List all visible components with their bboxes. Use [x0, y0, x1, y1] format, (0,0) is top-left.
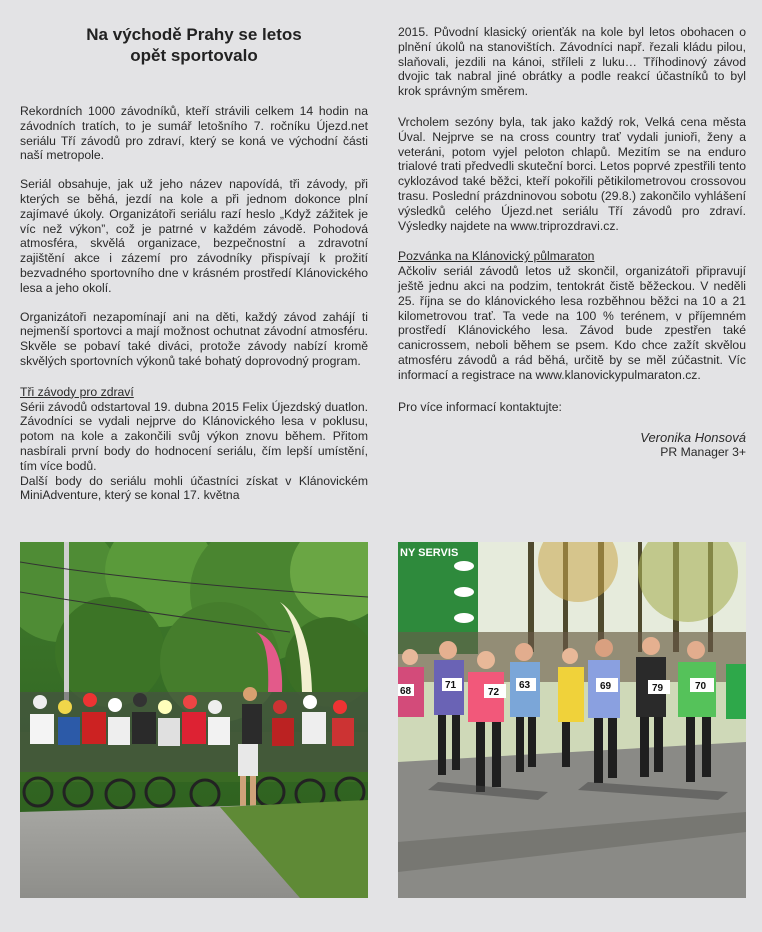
- author-role: PR Manager 3+: [660, 445, 746, 460]
- left-paragraph-4: Sérii závodů odstartoval 19. dubna 2015 Felix Újezdský duatlon. Závodníci se vydali nejprve do Klánovického lesa v poklusu, potom na kole a zakončili svůj výkon znovu během. Přitom nasbírali první body do hodnocení seriálu, čím lepší umístění, tím více bodů.: [20, 399, 368, 473]
- runners-illustration: [398, 542, 746, 898]
- left-column: [20, 0, 368, 503]
- right-column: [398, 0, 746, 460]
- banner-text: NY SERVIS: [400, 547, 459, 559]
- title-line-2: opět sportovalo: [130, 46, 258, 65]
- bib-number: 63: [519, 680, 531, 691]
- bib-number: 70: [695, 681, 707, 692]
- left-paragraph-3: Organizátoři nezapomínají ani na děti, každý závod zahájí ti nejmenší sportovci a mají možnost ochutnat závodní atmosféru. Skvěle se pobaví také diváci, protože závody nabízí kromě skvělých sportovních výkonů také bohatý doprovodný program.: [20, 309, 368, 368]
- right-paragraph-1: 2015. Původní klasický orienťák na kole byl letos obohacen o plnění úkolů na stanovištích. Závodníci např. řezali kládu pilou, slaňovali, jezdili na kánoi, stříleli z luku… Tříhodinový závod dvojic tak nabral jiné obrátky a podle reakcí účastníků to byl krok správným směrem.: [398, 25, 746, 99]
- photo-kids-run: [398, 542, 746, 898]
- left-paragraph-2: Seriál obsahuje, jak už jeho název napovídá, tři závody, při kterých se běhá, jezdí na kole a při jednom dokonce plní zajímavé úkoly. Organizátoři seriálu razí heslo „Když zážitek je víc než výkon”, což je patrné v každém závodě. Pohodová atmosféra, skvělá organizace, bezpečnostní a zdravotní zajištění akce i zázemí pro závodníky přispívají k prožití bezvadného sportovního dne v krásném prostředí Klánovického lesa a jeho okolí.: [20, 177, 368, 295]
- left-paragraph-5: Další body do seriálu mohli účastníci získat v Klánovickém MiniAdventure, který se konal 17. května: [20, 473, 368, 503]
- bib-number: 68: [400, 686, 412, 697]
- right-paragraph-4: Pro více informací kontaktujte:: [398, 399, 562, 414]
- bib-number: 72: [488, 687, 500, 698]
- author-name: Veronika Honsová: [640, 430, 746, 446]
- bib-number: 71: [445, 680, 457, 691]
- cyclists-illustration: [20, 542, 368, 898]
- section-heading-tri-zavody: Tři závody pro zdraví: [20, 384, 134, 399]
- article-title: [20, 24, 368, 66]
- left-paragraph-1: Rekordních 1000 závodníků, kteří strávili celkem 14 hodin na závodních tratích, to je sumář letošního 7. ročníku Újezd.net seriálu Tří závodů pro zdraví, který se koná ve východní části naší metropole.: [20, 104, 368, 163]
- bib-number: 79: [652, 683, 664, 694]
- signature: [398, 430, 746, 460]
- photo-cyclists-start: [20, 542, 368, 898]
- right-paragraph-2: Vrcholem sezóny byla, tak jako každý rok, Velká cena města Úval. Nejprve se na cross country trať vydali junioři, ženy a veteráni, potom vyjel peloton chlapů. Mezitím se na enduro trialové trati předvedli skuteční borci. Letos poprvé zpestřili tento cyklozávod také běžci, kteří pokořili pětikilometrovou crossovou trasu. Poslední prázdninovou sobotu (29.8.) zakončilo vyhlášení výsledků celého Újezd.net seriálu Tří závodů pro zdraví. Výsledky najdete na www.triprozdravi.cz.: [398, 114, 746, 233]
- bib-number: 69: [600, 681, 612, 692]
- right-paragraph-3: Ačkoliv seriál závodů letos už skončil, organizátoři připravují ještě jednu akci na podzim, tentokrát čistě běžeckou. V neděli 25. října se do klánovického lesa rozběhnou běžci na 10 a 21 kilometrovou trať. Ta vede na 100 % terénem, v příjemném prostředí Klánovického lesa. Závod bude zpestřen také canicrossem, neboli během se psem. Kdo chce zažít skvělou atmosféru závodů a rád běhá, určitě by se měl zúčastnit. Víc informací a registrace na www.klanovickypulmaraton.cz.: [398, 264, 746, 382]
- title-line-1: Na východě Prahy se letos: [86, 25, 302, 44]
- section-heading-pozvanka: Pozvánka na Klánovický půlmaraton: [398, 249, 595, 264]
